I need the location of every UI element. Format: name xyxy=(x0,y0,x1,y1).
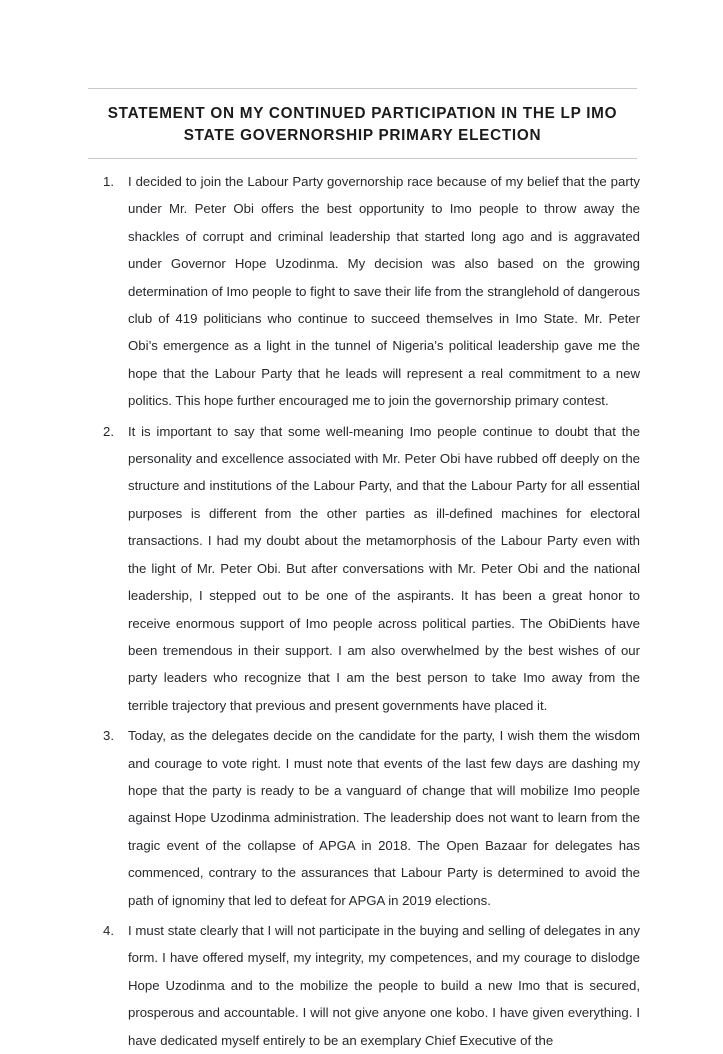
clause-list xyxy=(88,168,640,1054)
list-item-text: I decided to join the Labour Party governorship race because of my belief that the party under Mr. Peter Obi offers the best opportunity to Imo people to throw away the shackles of corrupt and criminal leadership that started long ago and is aggravated under Governor Hope Uzodinma. My decision was also based on the growing determination of Imo people to fight to save their life from the stranglehold of dangerous club of 419 politicians who continue to succeed themselves in Imo State. Mr. Peter Obi’s emergence as a light in the tunnel of Nigeria’s political leadership gave me the hope that the Labour Party that he leads will represent a real commitment to a new politics. This hope further encouraged me to join the governorship primary contest. xyxy=(128,174,640,409)
list-item xyxy=(88,418,640,719)
header-rule-bottom xyxy=(88,158,637,159)
document-body xyxy=(88,168,640,1054)
list-item-number: 2. xyxy=(103,423,114,439)
list-item-text: Today, as the delegates decide on the candidate for the party, I wish them the wisdom and courage to vote right. I must note that events of the last few days are dashing my hope that the party is ready to be a vanguard of change that will mobilize Imo people against Hope Uzodinma administration. The leadership does not want to learn from the tragic event of the collapse of APGA in 2018. The Open Bazaar for delegates has commenced, contrary to the assurances that Labour Party is determined to avoid the path of ignominy that led to defeat for APGA in 2019 elections. xyxy=(128,728,640,908)
page-title-line-2: STATE GOVERNORSHIP PRIMARY ELECTION xyxy=(183,127,542,145)
page-title xyxy=(88,89,637,158)
list-item xyxy=(88,917,640,1054)
list-item-text: I must state clearly that I will not participate in the buying and selling of delegates in any form. I have offered myself, my integrity, my competences, and my courage to dislodge Hope Uzodinma and to the mobilize the people to build a new Imo that is secured, prosperous and accountable. I will not give anyone one kobo. I have given everything. I have dedicated myself entirely to be an exemplary Chief Executive of the xyxy=(128,922,640,1048)
page-title-line-1: STATEMENT ON MY CONTINUED PARTICIPATION IN THE LP IMO xyxy=(107,105,618,122)
document-header xyxy=(88,88,637,159)
list-item-number: 1. xyxy=(103,174,114,189)
list-item xyxy=(88,722,640,914)
list-item-number: 4. xyxy=(103,922,114,938)
list-item-text: It is important to say that some well-meaning Imo people continue to doubt that the personality and excellence associated with Mr. Peter Obi have rubbed off deeply on the structure and institutions of the Labour Party, and that the Labour Party for all essential purposes is different from the other parties as ill-defined machines for electoral transactions. I had my doubt about the metamorphosis of the Labour Party even with the light of Mr. Peter Obi. But after conversations with Mr. Peter Obi and the national leadership, I stepped out to be one of the aspirants. It has been a great honor to receive enormous support of Imo people across political parties. The ObiDients have been tremendous in their support. I am also overwhelmed by the best wishes of our party leaders who recognize that I am the best person to take Imo away from the terrible trajectory that previous and present governments have placed it. xyxy=(128,423,640,713)
list-item xyxy=(88,168,640,415)
list-item-number: 3. xyxy=(103,728,114,744)
